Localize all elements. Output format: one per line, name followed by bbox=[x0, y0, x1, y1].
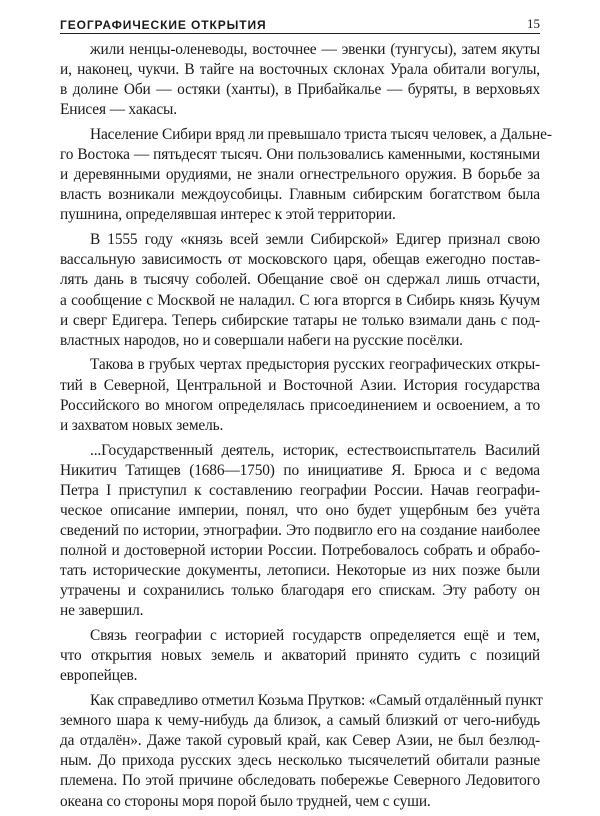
text-line: а сообщение с Москвой не наладил. С юга вторгся в Сибирь князь Кучум bbox=[60, 291, 540, 309]
paragraph bbox=[60, 691, 543, 812]
text-line: лять дань в тысячу соболей. Обещание своё он сдержал лишь отчасти, bbox=[60, 271, 540, 289]
text-line: Такова в грубых чертах предыстория русских географических откры- bbox=[90, 356, 540, 374]
text-line: и деревянными орудиями, не знали огнестрельного оружия. В борьбе за bbox=[60, 166, 540, 184]
text-line: В 1555 году «князь всей земли Сибирской» Едигер признал свою bbox=[90, 231, 540, 249]
text-line: го Востока — пятьдесят тысяч. Они пользовались каменными, костяными bbox=[60, 146, 540, 164]
text-line: да отдалён». Даже такой суровый край, как Север Азии, не был безлюд- bbox=[60, 732, 540, 750]
text-line: властных народов, но и совершали набеги на русские посёлки. bbox=[60, 331, 463, 349]
text-line: ...Государственный деятель, историк, естествоиспытатель Василий bbox=[90, 441, 540, 459]
text-line: что открытия новых земель и акваторий принято судить с позиций bbox=[60, 647, 540, 665]
text-line: не завершил. bbox=[60, 602, 144, 620]
text-line: тать исторические документы, летописи. Некоторые из них позже были bbox=[60, 562, 540, 580]
text-line: Никитич Татищев (1686—1750) по инициативе Я. Брюса и с ведома bbox=[60, 461, 540, 479]
text-line: Связь географии с историей государств определяется ещё и тем, bbox=[90, 627, 540, 645]
running-header bbox=[60, 14, 540, 32]
body-text bbox=[60, 40, 552, 816]
text-line: ным. До прихода русских здесь несколько тысячелетий обитали разные bbox=[60, 752, 540, 770]
running-header-title: ГЕОГРАФИЧЕСКИЕ ОТКРЫТИЯ bbox=[60, 18, 267, 32]
paragraph bbox=[60, 40, 540, 120]
paragraph bbox=[60, 626, 540, 686]
text-line: и сверг Едигера. Теперь сибирские татары не только взимали дань с под- bbox=[60, 311, 540, 329]
text-line: тий в Северной, Центральной и Восточной Азии. История государства bbox=[60, 376, 540, 394]
text-line: Как справедливо отметил Козьма Прутков: «Самый отдалённый пункт bbox=[90, 692, 543, 710]
text-line: Петра I приступил к составлению географии России. Начав географи- bbox=[60, 481, 540, 499]
text-line: европейцев. bbox=[60, 667, 138, 685]
text-line: пушнина, определявшая интерес к этой территории. bbox=[60, 206, 396, 224]
text-line: племена. По этой причине обследовать побережье Северного Ледовитого bbox=[60, 772, 540, 790]
text-line: Население Сибири вряд ли превышало триста тысяч человек, а Дальне- bbox=[90, 126, 552, 144]
paragraph bbox=[60, 441, 540, 622]
paragraph bbox=[60, 230, 540, 351]
text-line: сведений по истории, этнографии. Это подвигло его на создание наиболее bbox=[60, 521, 540, 539]
text-line: и захватом новых земель. bbox=[60, 416, 224, 434]
paragraph bbox=[60, 355, 540, 435]
text-line: полной и достоверной истории России. Потребовалось собрать и обрабо- bbox=[60, 542, 540, 559]
page-number: 15 bbox=[527, 16, 540, 31]
text-line: ческое описание империи, понял, что оно будет ущербным без учёта bbox=[60, 501, 540, 519]
text-line: и, наконец, чукчи. В тайге на восточных склонах Урала обитали вогулы, bbox=[60, 61, 540, 79]
paragraph bbox=[60, 125, 552, 225]
text-line: власть возникали междоусобицы. Главным сибирским богатством была bbox=[60, 186, 540, 204]
text-line: вассальную зависимость от московского царя, обещав ежегодно постав- bbox=[60, 251, 540, 269]
text-line: земного шара к чему-нибудь да близок, а самый близкий от чего-нибудь bbox=[60, 712, 540, 730]
header-rule bbox=[60, 33, 540, 34]
text-line: утрачены и сохранились только благодаря его спискам. Эту работу он bbox=[60, 582, 540, 600]
text-line: жили ненцы-оленеводы, восточнее — эвенки (тунгусы), затем якуты bbox=[90, 41, 540, 58]
text-line: океана со стороны моря порой было трудней, чем с суши. bbox=[60, 792, 431, 810]
text-line: Российского во многом определялась присоединением и освоением, а то bbox=[60, 396, 540, 414]
text-line: Енисея — хакасы. bbox=[60, 101, 177, 119]
text-line: в долине Оби — остяки (ханты), в Прибайкалье — буряты, в верховьях bbox=[60, 81, 540, 99]
